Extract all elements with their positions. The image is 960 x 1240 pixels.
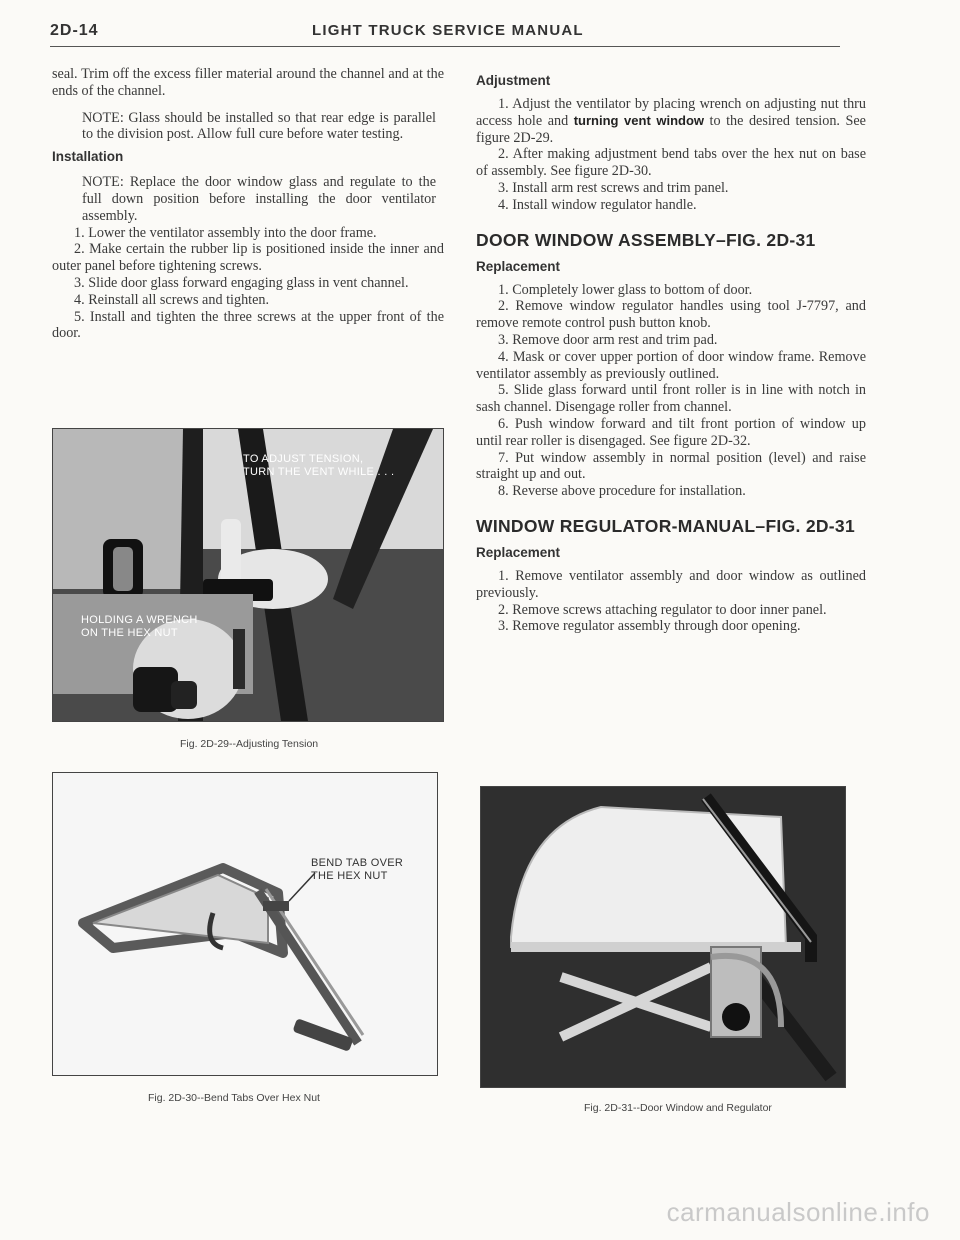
page-number: 2D-14 (50, 22, 99, 39)
caption-fig-2d-29: Fig. 2D-29--Adjusting Tension (180, 738, 319, 750)
replacement-heading-2: Replacement (476, 544, 561, 560)
door-window-step-8: 8. Reverse above procedure for installation. (498, 483, 746, 500)
door-window-step-7: 7. Put window assembly in normal position (level) and raise straight up and out. (476, 449, 866, 483)
door-window-step-1: 1. Completely lower glass to bottom of door. (498, 281, 753, 298)
door-window-regulator-photo (481, 787, 845, 1087)
install-step-5: 5. Install and tighten the three screws at the upper front of the door. (52, 308, 444, 342)
door-window-step-6: 6. Push window forward and tilt front portion of window up until rear roller is disengaged. See figure 2D-32. (476, 415, 866, 449)
callout-hold-wrench (81, 614, 198, 639)
callout-bend-tab-line-1: BEND TAB OVER (311, 857, 404, 869)
adjust-step-1-text-end: to the desired tension. See figure 2D-29. (476, 112, 866, 146)
right-column (476, 66, 866, 635)
install-step-2: 2. Make certain the rubber lip is positioned inside the inner and outer panel before tightening screws. (52, 241, 444, 275)
callout-turn-vent (243, 453, 394, 478)
adjust-step-1-bold: turning vent window (573, 112, 705, 128)
manual-title: LIGHT TRUCK SERVICE MANUAL (312, 22, 584, 39)
left-column (52, 66, 444, 342)
callout-bend-tab-line-2: THE HEX NUT (311, 869, 388, 882)
install-step-1: 1. Lower the ventilator assembly into the door frame. (74, 224, 377, 241)
caption-fig-2d-31: Fig. 2D-31--Door Window and Regulator (584, 1102, 772, 1114)
door-window-step-5: 5. Slide glass forward until front roller is in line with notch in sash channel. Disengage roller from channel. (476, 382, 866, 416)
regulator-step-1: 1. Remove ventilator assembly and door window as outlined previously. (476, 567, 866, 601)
figure-door-window-regulator (480, 786, 846, 1088)
figure-adjusting-tension (52, 428, 444, 722)
adjust-step-1-text: 1. Adjust the ventilator by placing wrench on adjusting nut thru access hole and (476, 96, 866, 129)
callout-turn-vent-line-2: TURN THE VENT WHILE . . . (243, 465, 395, 478)
adjustment-heading: Adjustment (476, 73, 551, 88)
replacement-heading-1: Replacement (476, 258, 561, 274)
note-glass-install: NOTE: Glass should be installed so that rear edge is parallel to the division post. Allow full cure before water testing. (82, 109, 436, 143)
adjust-step-4: 4. Install window regulator handle. (498, 196, 697, 213)
regulator-section-title: WINDOW REGULATOR-MANUAL–FIG. 2D-31 (476, 515, 855, 536)
install-step-4: 4. Reinstall all screws and tighten. (74, 291, 270, 308)
door-window-section-title: DOOR WINDOW ASSEMBLY–FIG. 2D-31 (476, 229, 816, 250)
install-step-3: 3. Slide door glass forward engaging glass in vent channel. (74, 274, 409, 291)
caption-fig-2d-30: Fig. 2D-30--Bend Tabs Over Hex Nut (148, 1092, 320, 1104)
intro-paragraph: seal. Trim off the excess filler material around the channel and at the ends of the channel. (52, 66, 444, 99)
adjust-step-3: 3. Install arm rest screws and trim panel. (498, 179, 729, 196)
callout-hold-wrench-line-1: HOLDING A WRENCH (81, 614, 198, 626)
adjust-step-1 (476, 96, 866, 146)
bend-tabs-photo (53, 773, 437, 1075)
callout-hold-wrench-line-2: ON THE HEX NUT (81, 626, 178, 639)
door-window-step-3: 3. Remove door arm rest and trim pad. (498, 331, 718, 348)
door-window-step-4: 4. Mask or cover upper portion of door window frame. Remove ventilator assembly as previously outlined. (476, 348, 866, 382)
page-header (50, 20, 840, 47)
figure-bend-tabs (52, 772, 438, 1076)
note-replace-glass: NOTE: Replace the door window glass and regulate to the full down position before installing the door ventilator assembly. (82, 174, 436, 224)
regulator-step-3: 3. Remove regulator assembly through door opening. (498, 618, 801, 635)
door-window-step-2: 2. Remove window regulator handles using tool J-7797, and remove remote control push button knob. (476, 298, 866, 332)
callout-turn-vent-line-1: TO ADJUST TENSION, (243, 453, 364, 465)
website-watermark: carmanualsonline.info (666, 1197, 930, 1227)
adjust-step-2: 2. After making adjustment bend tabs over the hex nut on base of assembly. See figure 2D-30. (476, 146, 866, 180)
installation-heading: Installation (52, 149, 124, 165)
callout-bend-tab (311, 857, 403, 882)
regulator-step-2: 2. Remove screws attaching regulator to door inner panel. (498, 601, 827, 618)
